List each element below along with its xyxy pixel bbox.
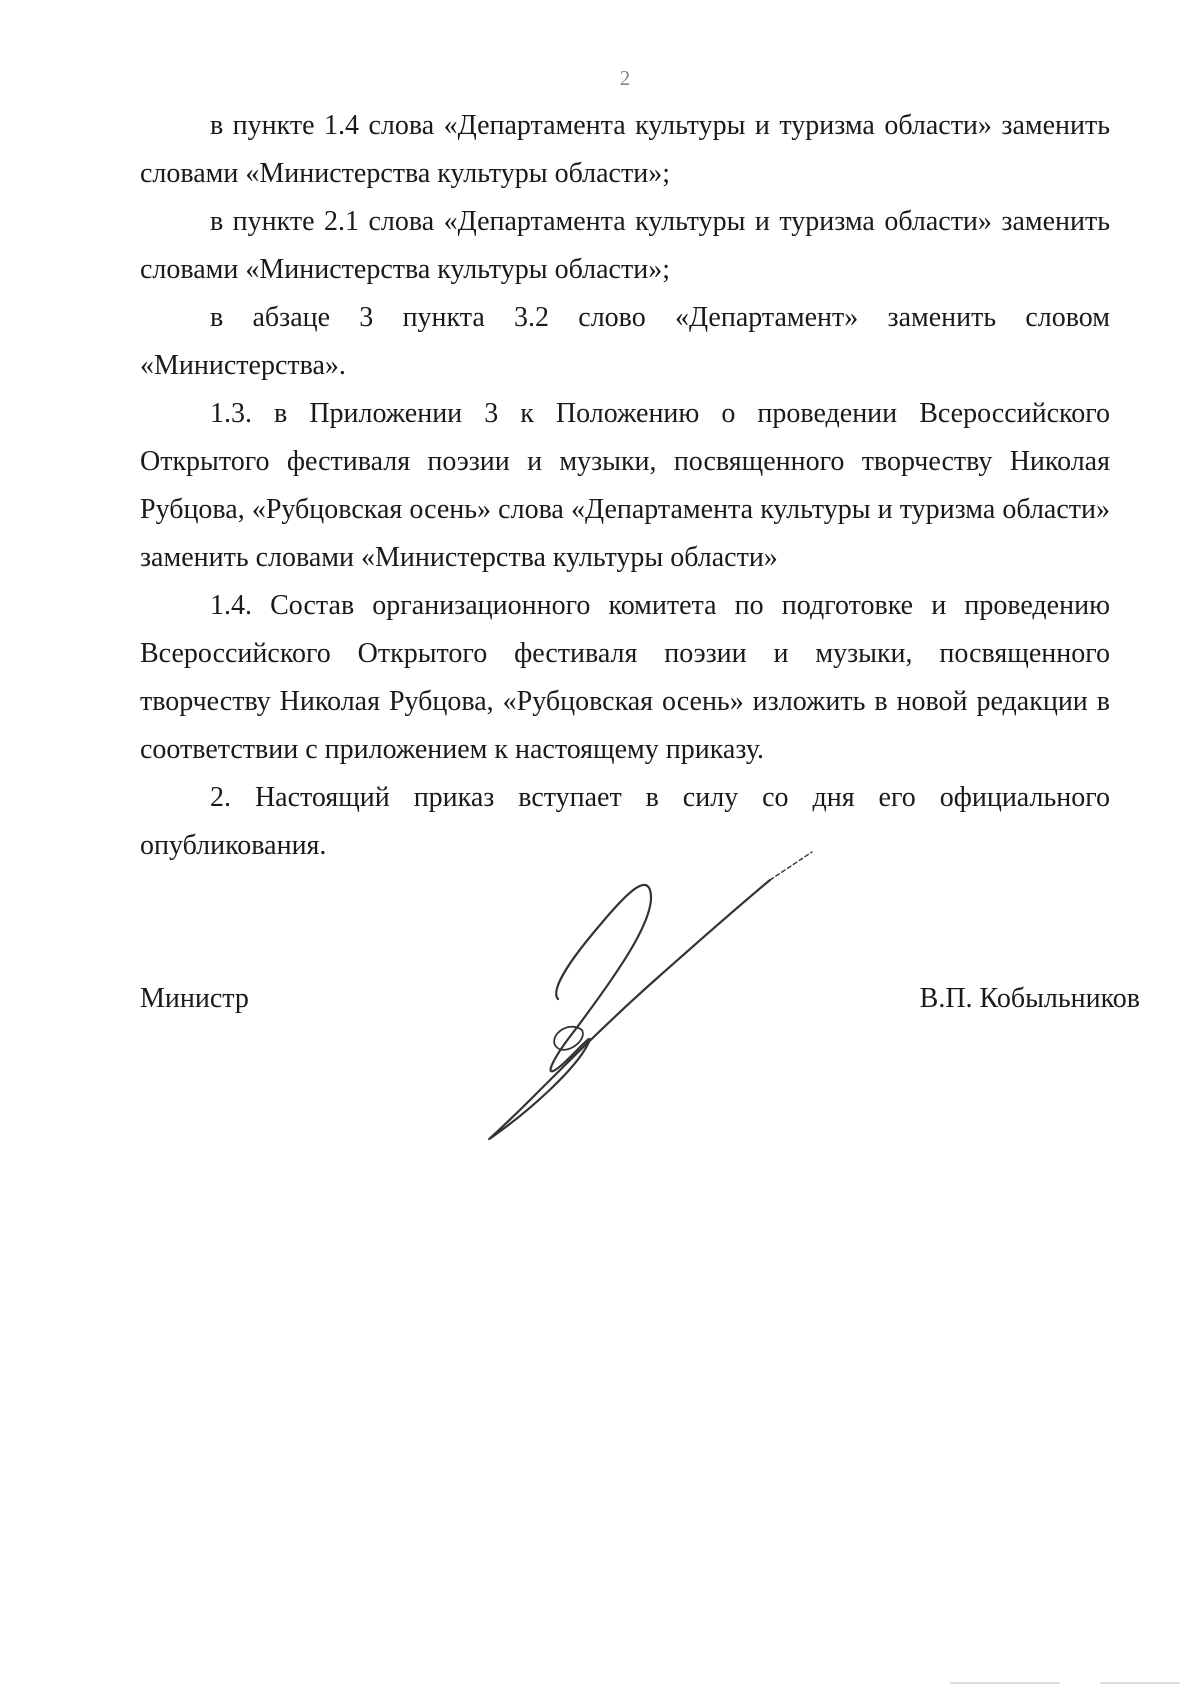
paragraph-2: в пункте 2.1 слова «Департамента культуры и туризма области» заменить словами «Министерства культуры области»; — [140, 206, 1110, 285]
paragraph-4: 1.3. в Приложении 3 к Положению о проведении Всероссийского Открытого фестиваля поэзии и музыки, посвященного творчеству Николая Рубцова, «Рубцовская осень» слова «Департамента культуры и туризма области» заменить словами «Министерства культуры области» — [140, 398, 1110, 573]
signatory-name: В.П. Кобыльников — [919, 983, 1140, 1014]
signature-stroke-main — [489, 880, 770, 1139]
signatory-title: Министр — [140, 983, 249, 1014]
paragraph-5: 1.4. Состав организационного комитета по подготовке и проведению Всероссийского Открытого фестиваля поэзии и музыки, посвященного творчеству Николая Рубцова, «Рубцовская осень» изложить в новой редакции в соответствии с приложением к настоящему приказу. — [140, 590, 1110, 765]
handwritten-signature — [470, 830, 830, 1150]
page-number: 2 — [619, 66, 631, 90]
signature-stroke-tail — [770, 852, 812, 880]
paragraph-6: 2. Настоящий приказ вступает в силу со дня его официального опубликования. — [140, 782, 1110, 861]
paragraph-3: в абзаце 3 пункта 3.2 слово «Департамент» заменить словом «Министерства». — [140, 302, 1110, 381]
document-body — [140, 102, 1110, 870]
footer-scan-marks — [950, 1680, 1180, 1686]
paragraph-1: в пункте 1.4 слова «Департамента культуры и туризма области» заменить словами «Министерства культуры области»; — [140, 110, 1110, 189]
